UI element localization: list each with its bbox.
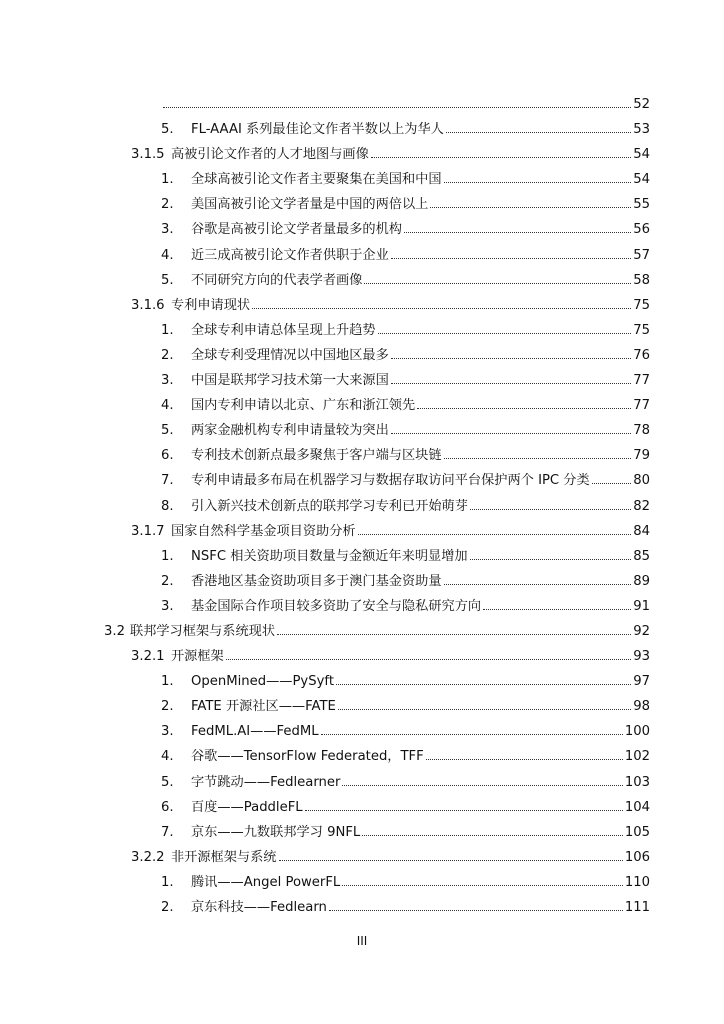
- toc-entry-title: FedML.AI——FedML: [191, 724, 319, 740]
- toc-entry-title: FL-AAAI 系列最佳论文作者半数以上为华人: [191, 122, 444, 138]
- toc-entry[interactable]: [0, 318, 724, 343]
- toc-entry[interactable]: [0, 770, 724, 795]
- toc-entry-page: 100: [624, 724, 650, 740]
- dot-leader: [336, 683, 631, 685]
- dot-leader: [470, 508, 631, 510]
- toc-entry-page: 89: [633, 573, 650, 589]
- toc-entry-number: 7.: [161, 473, 174, 489]
- toc-entry-title: 谷歌——TensorFlow Federated，TFF: [191, 749, 424, 765]
- dot-leader: [483, 608, 631, 610]
- dot-leader: [391, 432, 631, 434]
- toc-entry[interactable]: [0, 694, 724, 719]
- toc-entry[interactable]: [0, 117, 724, 142]
- toc-entry-number: 2.: [161, 900, 174, 915]
- toc-entry-number: 7.: [161, 824, 174, 840]
- toc-entry[interactable]: [0, 519, 724, 544]
- toc-entry-title: 全球专利受理情况以中国地区最多: [191, 347, 389, 363]
- dot-leader: [391, 357, 631, 359]
- toc-entry-title: 谷歌是高被引论文学者量最多的机构: [191, 222, 402, 238]
- toc-entry-title: 全球高被引论文作者主要聚集在美国和中国: [191, 172, 442, 188]
- toc-entry-number: 2.: [161, 347, 174, 363]
- toc-entry-number: 6.: [161, 448, 174, 464]
- toc-entry-title: 美国高被引论文学者量是中国的两倍以上: [191, 197, 429, 213]
- toc-entry-number: 3.1.7: [131, 523, 165, 539]
- toc-entry[interactable]: [0, 895, 724, 920]
- toc-entry[interactable]: [0, 243, 724, 268]
- toc-entry-page: 57: [633, 247, 650, 263]
- toc-entry-number: 8.: [161, 498, 174, 514]
- toc-entry-title: 腾讯——Angel PowerFL: [191, 874, 341, 890]
- toc-entry-number: 1.: [161, 548, 174, 564]
- toc-entry-title: 不同研究方向的代表学者画像: [191, 272, 363, 288]
- toc-entry[interactable]: [0, 142, 724, 167]
- toc-entry-number: 2.: [161, 197, 174, 213]
- dot-leader: [277, 633, 631, 635]
- dot-leader: [279, 859, 623, 861]
- toc-entry-number: 3.1.5: [131, 147, 165, 163]
- toc-entry-title: FATE 开源社区——FATE: [191, 699, 336, 715]
- dot-leader: [305, 809, 623, 811]
- toc-entry-title: 基金国际合作项目较多资助了安全与隐私研究方向: [191, 598, 482, 614]
- table-of-contents: [0, 92, 724, 920]
- toc-entry-page: 91: [633, 598, 650, 614]
- toc-entry-title: 国家自然科学基金项目资助分析: [171, 523, 356, 539]
- toc-entry-title: 非开源框架与系统: [171, 849, 277, 865]
- dot-leader: [444, 583, 632, 585]
- dot-leader: [404, 231, 631, 233]
- toc-entry[interactable]: [0, 644, 724, 669]
- toc-entry-number: 1.: [161, 322, 174, 338]
- toc-entry-page: 77: [633, 398, 650, 414]
- toc-entry-page: 75: [633, 322, 650, 338]
- toc-entry-title: 专利申请最多布局在机器学习与数据存取访问平台保护两个 IPC 分类: [191, 473, 590, 489]
- toc-entry-title: 联邦学习框架与系统现状: [130, 623, 276, 639]
- dot-leader: [417, 407, 631, 409]
- dot-leader: [329, 909, 623, 911]
- dot-leader: [470, 558, 632, 560]
- toc-entry-title: NSFC 相关资助项目数量与金额近年来明显增加: [191, 548, 468, 564]
- toc-entry-title: 香港地区基金资助项目多于澳门基金资助量: [191, 573, 442, 589]
- toc-entry-page: 79: [633, 448, 650, 464]
- toc-entry[interactable]: [0, 418, 724, 443]
- toc-entry-page: 55: [633, 197, 650, 213]
- toc-entry-page: 54: [633, 147, 650, 163]
- toc-entry-page: 103: [624, 774, 650, 790]
- dot-leader: [371, 156, 631, 158]
- toc-entry[interactable]: [0, 870, 724, 895]
- toc-entry[interactable]: [0, 795, 724, 820]
- toc-entry[interactable]: [0, 217, 724, 242]
- toc-entry[interactable]: [0, 845, 724, 870]
- dot-leader: [338, 708, 631, 710]
- dot-leader: [342, 884, 623, 886]
- toc-entry-page: 77: [633, 373, 650, 389]
- dot-leader: [358, 533, 632, 535]
- toc-entry-title: 两家金融机构专利申请量较为突出: [191, 423, 389, 439]
- toc-entry-page: 105: [624, 824, 650, 840]
- toc-entry-page: 75: [633, 297, 650, 313]
- toc-entry[interactable]: [0, 368, 724, 393]
- toc-entry-title: 字节跳动——Fedlearner: [191, 774, 341, 790]
- toc-entry-number: 1.: [161, 874, 174, 890]
- toc-entry-page: 80: [633, 473, 650, 489]
- toc-entry[interactable]: [0, 669, 724, 694]
- toc-entry-number: 4.: [161, 247, 174, 263]
- toc-entry-page: 54: [633, 172, 650, 188]
- dot-leader: [342, 784, 622, 786]
- toc-entry[interactable]: [0, 343, 724, 368]
- toc-entry-page: 111: [624, 900, 650, 915]
- dot-leader: [391, 257, 631, 259]
- toc-entry[interactable]: [0, 92, 724, 117]
- toc-entry[interactable]: [0, 468, 724, 493]
- toc-entry-title: 专利技术创新点最多聚焦于客户端与区块链: [191, 448, 442, 464]
- toc-entry-number: 4.: [161, 398, 174, 414]
- toc-entry-number: 3.2.2: [131, 849, 165, 865]
- toc-entry[interactable]: [0, 594, 724, 619]
- toc-entry-number: 3.: [161, 724, 174, 740]
- toc-entry-page: 97: [633, 674, 650, 690]
- page-number-footer: III: [356, 934, 368, 948]
- toc-entry[interactable]: [0, 744, 724, 769]
- toc-entry-number: 2.: [161, 573, 174, 589]
- toc-entry-number: 1.: [161, 172, 174, 188]
- dot-leader: [592, 482, 632, 484]
- toc-entry-title: 京东——九数联邦学习 9NFL: [191, 824, 361, 840]
- toc-entry-number: 2.: [161, 699, 174, 715]
- dot-leader: [362, 834, 623, 836]
- toc-entry[interactable]: [0, 544, 724, 569]
- dot-leader: [430, 206, 631, 208]
- dot-leader: [252, 307, 631, 309]
- dot-leader: [364, 282, 631, 284]
- toc-entry-title: 京东科技——Fedlearn: [191, 900, 327, 915]
- toc-entry-page: 102: [624, 749, 650, 765]
- toc-entry[interactable]: [0, 569, 724, 594]
- dot-leader: [163, 106, 631, 108]
- toc-entry[interactable]: [0, 619, 724, 644]
- toc-entry[interactable]: [0, 443, 724, 468]
- toc-entry-number: 5.: [161, 122, 174, 138]
- toc-entry[interactable]: [0, 719, 724, 744]
- toc-entry-title: 百度——PaddleFL: [191, 799, 303, 815]
- toc-entry-number: 3.1.6: [131, 297, 165, 313]
- dot-leader: [226, 658, 631, 660]
- toc-entry-title: 专利申请现状: [171, 297, 251, 313]
- toc-entry-title: OpenMined——PySyft: [191, 674, 334, 690]
- toc-entry-page: 82: [633, 498, 650, 514]
- toc-entry-number: 5.: [161, 272, 174, 288]
- toc-entry-title: 近三成高被引论文作者供职于企业: [191, 247, 389, 263]
- toc-entry-number: 3.2: [104, 623, 125, 639]
- toc-entry-page: 110: [624, 874, 650, 890]
- toc-entry-title: 全球专利申请总体呈现上升趋势: [191, 322, 376, 338]
- toc-entry[interactable]: [0, 494, 724, 519]
- toc-entry-title: 引入新兴技术创新点的联邦学习专利已开始萌芽: [191, 498, 468, 514]
- toc-entry-title: 高被引论文作者的人才地图与画像: [171, 147, 369, 163]
- toc-entry[interactable]: [0, 268, 724, 293]
- toc-entry-number: 5.: [161, 774, 174, 790]
- toc-entry-page: 92: [633, 623, 650, 639]
- toc-entry-page: 56: [633, 222, 650, 238]
- toc-entry-page: 84: [633, 523, 650, 539]
- toc-entry-number: 1.: [161, 674, 174, 690]
- dot-leader: [444, 181, 632, 183]
- toc-entry-number: 6.: [161, 799, 174, 815]
- toc-entry-number: 5.: [161, 423, 174, 439]
- toc-entry-title: 开源框架: [171, 649, 224, 665]
- toc-entry-page: 76: [633, 347, 650, 363]
- dot-leader: [426, 758, 623, 760]
- toc-entry-number: 4.: [161, 749, 174, 765]
- dot-leader: [444, 457, 632, 459]
- dot-leader: [378, 332, 632, 334]
- dot-leader: [446, 131, 631, 133]
- toc-entry-page: 78: [633, 423, 650, 439]
- toc-entry[interactable]: [0, 820, 724, 845]
- toc-entry[interactable]: [0, 167, 724, 192]
- toc-entry-number: 3.: [161, 222, 174, 238]
- toc-entry[interactable]: [0, 393, 724, 418]
- toc-entry-page: 93: [633, 649, 650, 665]
- toc-entry-number: 3.: [161, 373, 174, 389]
- toc-entry[interactable]: [0, 293, 724, 318]
- toc-entry-number: 3.: [161, 598, 174, 614]
- toc-entry-number: 3.2.1: [131, 649, 165, 665]
- toc-entry-page: 58: [633, 272, 650, 288]
- toc-entry-page: 104: [624, 799, 650, 815]
- toc-entry-page: 85: [633, 548, 650, 564]
- toc-entry-page: 98: [633, 699, 650, 715]
- toc-entry-title: 中国是联邦学习技术第一大来源国: [191, 373, 389, 389]
- dot-leader: [321, 733, 623, 735]
- toc-entry-page: 53: [633, 122, 650, 138]
- toc-entry-page: 52: [633, 97, 650, 112]
- toc-entry-page: 106: [624, 849, 650, 865]
- toc-entry-title: 国内专利申请以北京、广东和浙江领先: [191, 398, 416, 414]
- dot-leader: [391, 382, 631, 384]
- toc-entry[interactable]: [0, 192, 724, 217]
